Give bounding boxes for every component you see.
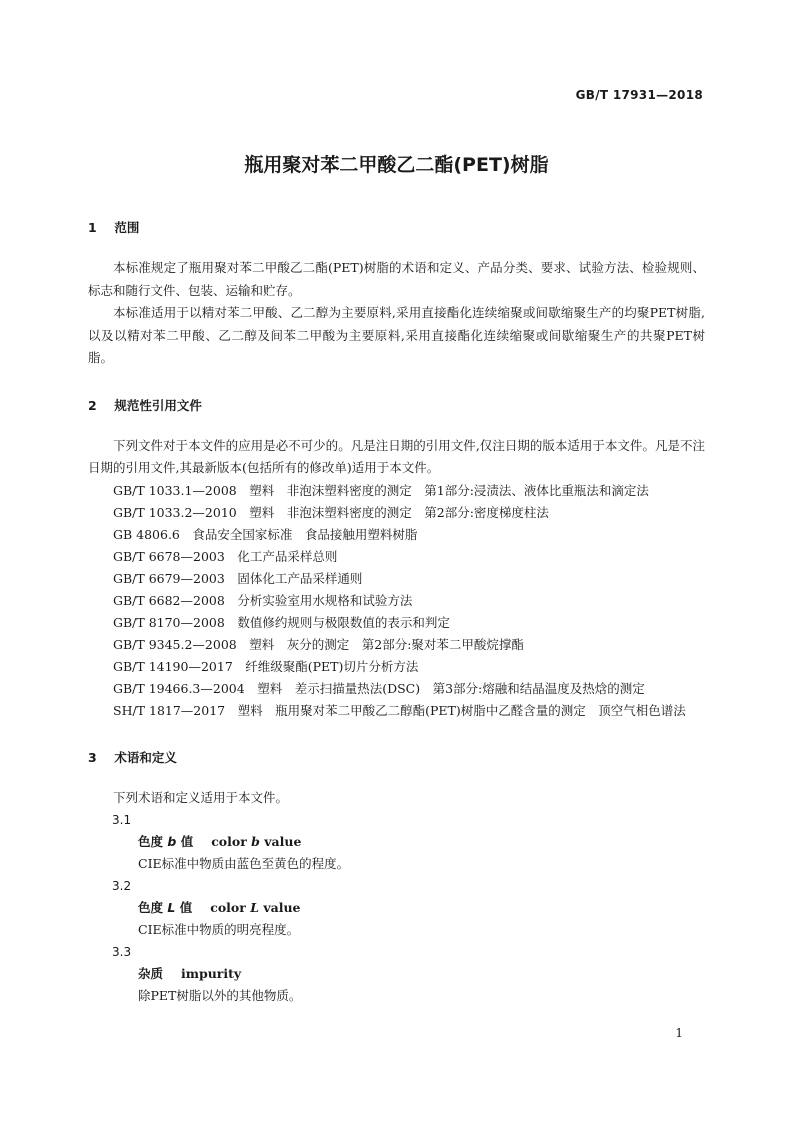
reference-item: GB/T 1033.1—2008 塑料 非泡沫塑料密度的测定 第1部分:浸渍法、液体比重瓶法和滴定法 [113, 482, 649, 498]
section-title: 规范性引用文件 [114, 397, 202, 413]
reference-item: GB/T 19466.3—2004 塑料 差示扫描量热法(DSC) 第3部分:熔融和结晶温度及热焓的测定 [113, 680, 645, 696]
section-normative-references [88, 396, 705, 722]
reference-item: GB/T 6682—2008 分析实验室用水规格和试验方法 [113, 592, 413, 608]
reference-item: GB 4806.6 食品安全国家标准 食品接触用塑料树脂 [113, 526, 418, 542]
term-name-zh: 杂质 [138, 966, 164, 981]
reference-item: GB/T 14190—2017 纤维级聚酯(PET)切片分析方法 [113, 658, 419, 674]
term-name [88, 963, 705, 985]
term-entry [88, 809, 705, 875]
section-heading [88, 396, 705, 416]
paragraph: 下列文件对于本文件的应用是必不可少的。凡是注日期的引用文件,仅注日期的版本适用于本文件。凡是不注日期的引用文件,其最新版本(包括所有的修改单)适用于本文件。 [88, 437, 705, 475]
section-number: 1 [88, 220, 97, 235]
term-name-en: color b value [211, 834, 302, 849]
term-entry [88, 941, 705, 1007]
reference-item: GB/T 6678—2003 化工产品采样总则 [113, 548, 338, 564]
term-name-zh: 色度 L 值 [138, 900, 193, 915]
section-heading [88, 218, 705, 238]
reference-item: GB/T 9345.2—2008 塑料 灰分的测定 第2部分:聚对苯二甲酸烷撑酯 [113, 636, 524, 652]
term-number: 3.3 [112, 945, 132, 959]
term-definition: 除PET树脂以外的其他物质。 [138, 988, 302, 1003]
document-title: 瓶用聚对苯二甲酸乙二酯(PET)树脂 [244, 154, 549, 176]
term-name-zh: 色度 b 值 [138, 834, 194, 849]
paragraph: 下列术语和定义适用于本文件。 [113, 789, 289, 805]
section-title: 术语和定义 [114, 749, 177, 765]
term-number: 3.1 [112, 813, 132, 827]
term-name-en: color L value [210, 900, 301, 915]
paragraph: 本标准规定了瓶用聚对苯二甲酸乙二酯(PET)树脂的术语和定义、产品分类、要求、试验方法、检验规则、标志和随行文件、包装、运输和贮存。 [88, 260, 705, 298]
term-entry [88, 875, 705, 941]
reference-item: GB/T 8170—2008 数值修约规则与极限数值的表示和判定 [113, 614, 450, 630]
term-name [88, 831, 705, 853]
document-body [88, 218, 705, 1033]
reference-item: SH/T 1817—2017 塑料 瓶用聚对苯二甲酸乙二醇酯(PET)树脂中乙醛含量的测定 顶空气相色谱法 [113, 702, 686, 718]
term-number: 3.2 [112, 879, 132, 893]
section-number: 2 [88, 397, 97, 413]
page-number: 1 [675, 1026, 683, 1040]
term-name-en: impurity [181, 966, 242, 981]
term-name [88, 897, 705, 919]
section-terms-and-definitions [88, 748, 705, 1008]
term-definition: CIE标准中物质的明亮程度。 [138, 922, 300, 937]
reference-item: GB/T 1033.2—2010 塑料 非泡沫塑料密度的测定 第2部分:密度梯度柱法 [113, 504, 549, 520]
reference-item: GB/T 6679—2003 固体化工产品采样通则 [113, 570, 363, 586]
paragraph: 本标准适用于以精对苯二甲酸、乙二醇为主要原料,采用直接酯化连续缩聚或间歇缩聚生产的均聚PET树脂,以及以精对苯二甲酸、乙二醇及间苯二甲酸为主要原料,采用直接酯化连续缩聚或间歇缩聚生产的共聚PET树脂。 [88, 305, 705, 365]
section-number: 3 [88, 749, 97, 765]
section-scope [88, 218, 705, 370]
standard-code: GB/T 17931—2018 [575, 88, 703, 102]
section-heading [88, 748, 705, 768]
term-definition: CIE标准中物质由蓝色至黄色的程度。 [138, 856, 350, 871]
section-title: 范围 [114, 220, 140, 235]
